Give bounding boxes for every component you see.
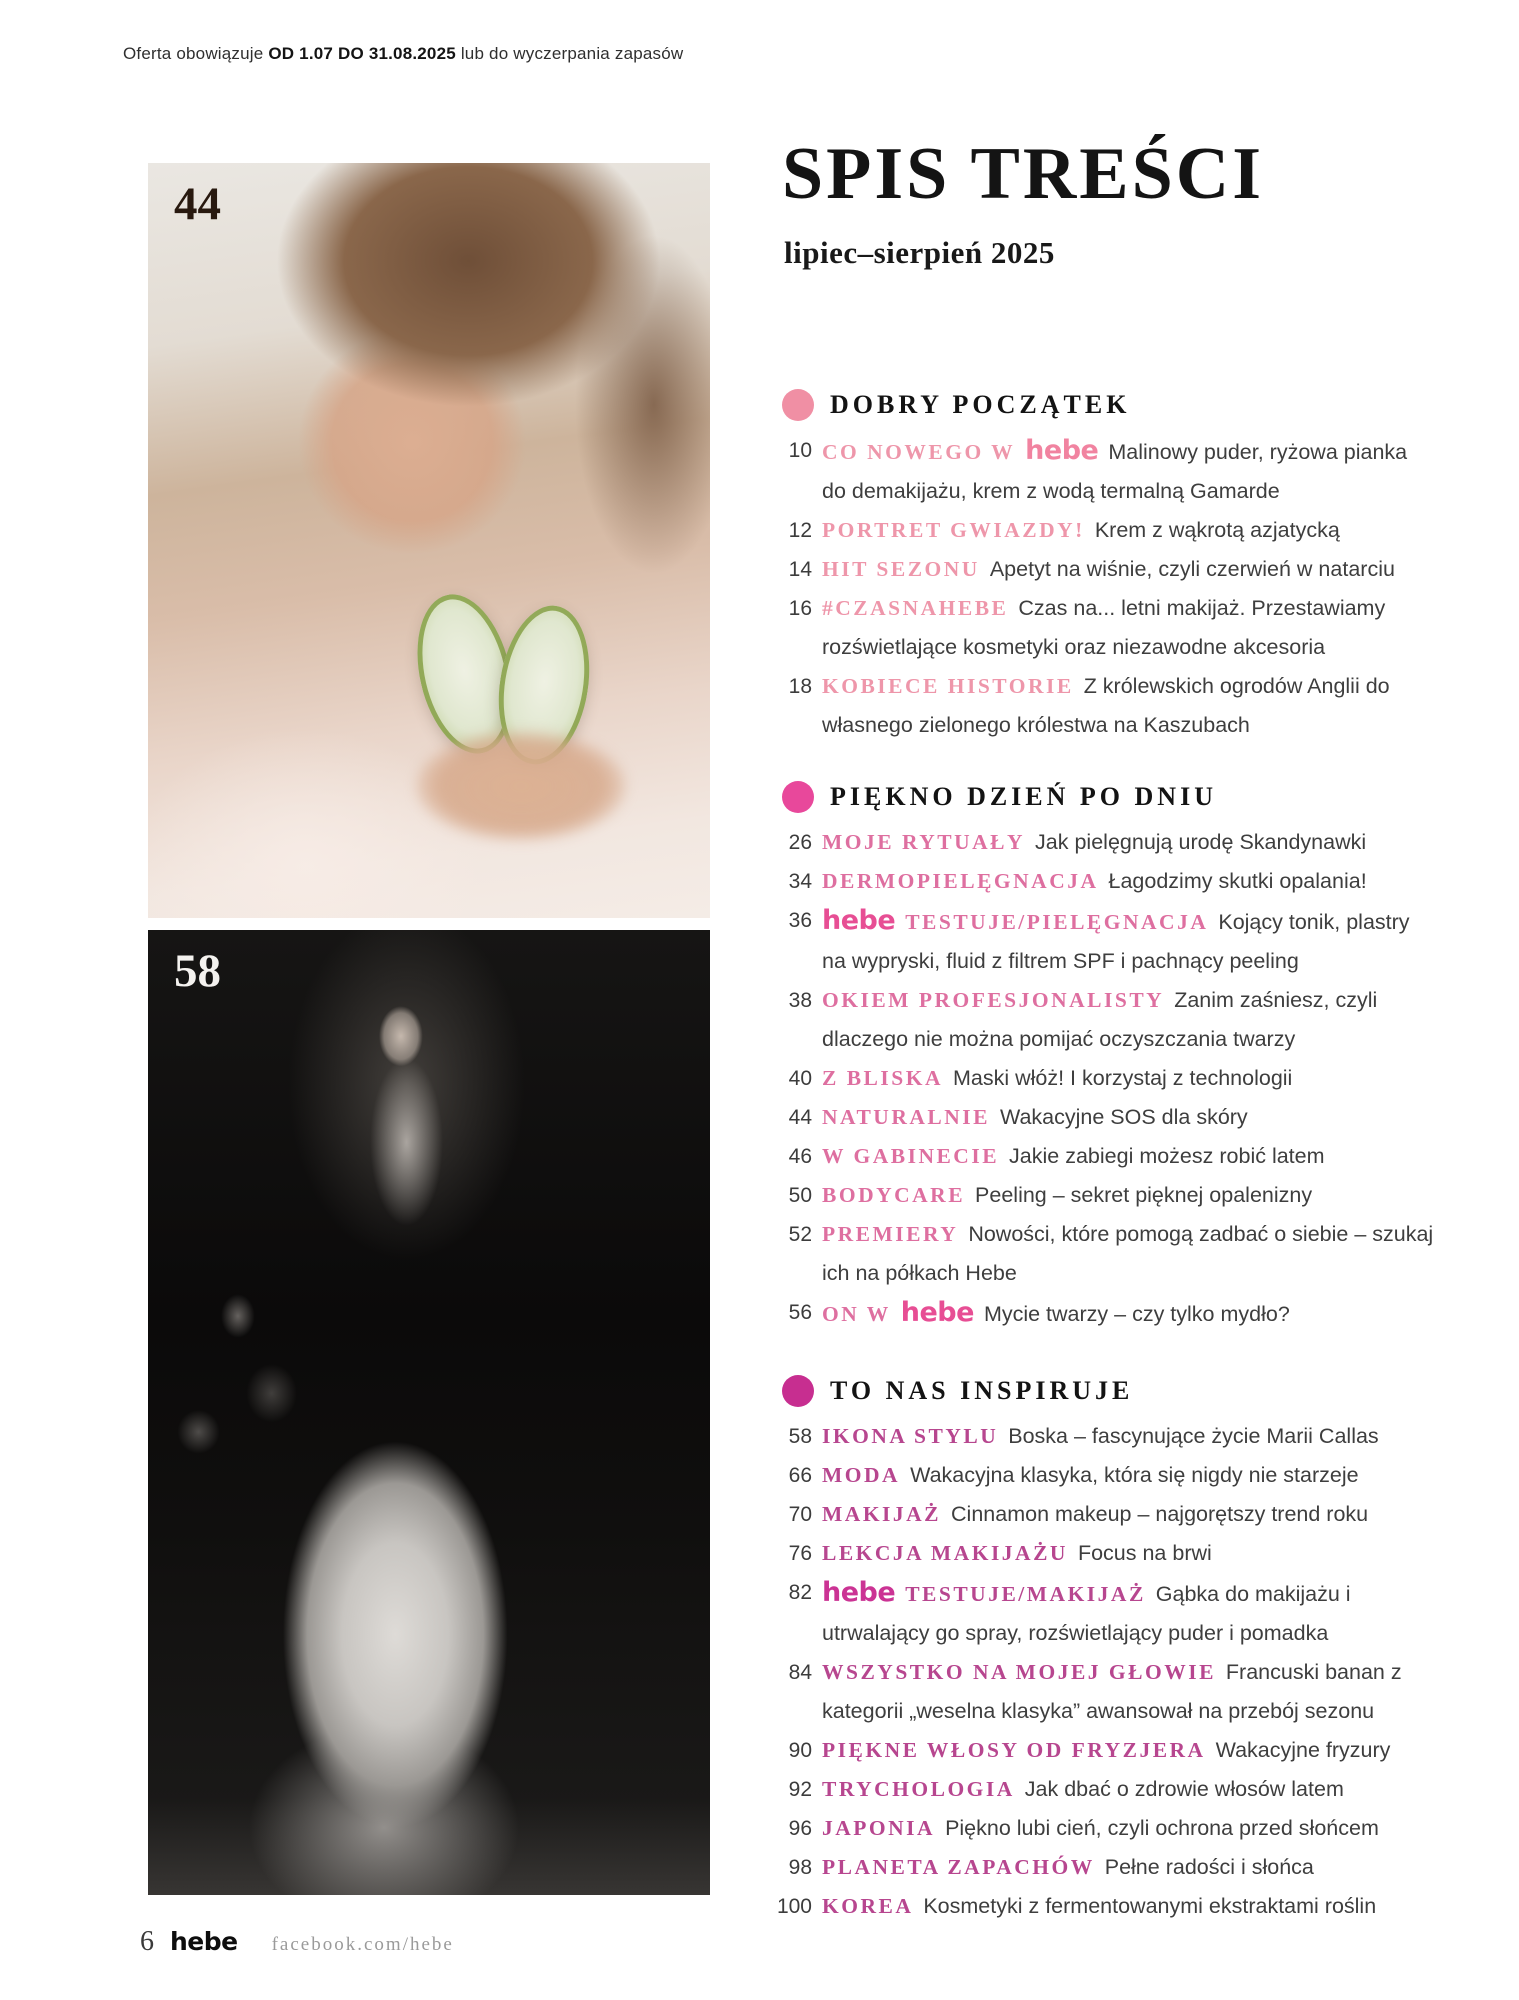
toc-item xyxy=(782,1137,1434,1176)
item-page-number: 46 xyxy=(788,1145,812,1168)
item-page-number: 52 xyxy=(788,1223,812,1246)
item-page-number: 38 xyxy=(788,989,812,1012)
offer-dates: OD 1.07 DO 31.08.2025 xyxy=(268,44,456,63)
toc-item xyxy=(782,431,1434,511)
item-category-label: PORTRET GWIAZDY! xyxy=(822,518,1085,542)
item-description: Kosmetyki z fermentowanymi ekstraktami roślin xyxy=(923,1894,1377,1918)
item-description: Z królewskich ogrodów Anglii do własnego zielonego królestwa na Kaszubach xyxy=(822,674,1390,737)
item-description: Krem z wąkrotą azjatycką xyxy=(1094,518,1340,542)
toc-item xyxy=(782,862,1434,901)
issue-subtitle: lipiec–sierpień 2025 xyxy=(784,235,1055,270)
toc-item xyxy=(776,1887,1434,1926)
toc-section xyxy=(776,1371,1434,1926)
item-category-label: LEKCJA MAKIJAŻU xyxy=(822,1541,1068,1565)
item-description: Apetyt na wiśnie, czyli czerwień w natarciu xyxy=(989,557,1395,581)
item-page-number: 84 xyxy=(788,1661,812,1684)
footer-facebook-url: facebook.com/hebe xyxy=(271,1934,454,1955)
section-header xyxy=(782,385,1434,425)
item-page-number: 66 xyxy=(788,1464,812,1487)
item-category-label: W GABINECIE xyxy=(822,1144,1000,1168)
item-category-label: MAKIJAŻ xyxy=(822,1502,942,1526)
item-category-label: DERMOPIELĘGNACJA xyxy=(822,869,1099,893)
offer-validity-note xyxy=(123,44,683,64)
item-description: Focus na brwi xyxy=(1077,1541,1212,1565)
item-page-number: 14 xyxy=(788,558,812,581)
feature-photo-opera-stage xyxy=(148,930,710,1895)
toc-item-list xyxy=(782,431,1434,745)
item-category-label: JAPONIA xyxy=(822,1816,936,1840)
item-description: Wakacyjne SOS dla skóry xyxy=(999,1105,1248,1129)
item-category-label: MODA xyxy=(822,1463,901,1487)
item-page-number: 100 xyxy=(776,1895,812,1918)
item-category-label: IKONA STYLU xyxy=(822,1424,999,1448)
item-category-label: TRYCHOLOGIA xyxy=(822,1777,1015,1801)
item-page-number: 58 xyxy=(788,1425,812,1448)
item-page-number: 70 xyxy=(788,1503,812,1526)
toc-item xyxy=(782,589,1434,667)
toc-item xyxy=(782,1848,1434,1887)
table-of-contents xyxy=(776,133,1434,1926)
section-bullet-icon xyxy=(782,1375,814,1407)
toc-item xyxy=(782,511,1434,550)
item-category-label: CO NOWEGO W xyxy=(822,440,1016,464)
item-description: Peeling – sekret pięknej opalenizny xyxy=(975,1183,1313,1207)
item-description: Wakacyjna klasyka, która się nigdy nie starzeje xyxy=(910,1463,1359,1487)
item-category-label: #CZASNAHEBE xyxy=(822,596,1009,620)
toc-item-list xyxy=(782,823,1434,1334)
item-page-number: 76 xyxy=(788,1542,812,1565)
toc-item xyxy=(782,1495,1434,1534)
item-page-number: 12 xyxy=(788,519,812,542)
toc-item xyxy=(782,823,1434,862)
item-description: Zanim zaśniesz, czyli dlaczego nie można pomijać oczyszczania twarzy xyxy=(822,988,1378,1051)
feature-photo-aloe-portrait xyxy=(148,163,710,918)
hebe-logo: hebe xyxy=(900,1297,974,1328)
toc-item xyxy=(782,1098,1434,1137)
section-title: TO NAS INSPIRUJE xyxy=(830,1376,1134,1405)
item-page-number: 44 xyxy=(788,1106,812,1129)
item-description: Pełne radości i słońca xyxy=(1104,1855,1314,1879)
item-category-label: BODYCARE xyxy=(822,1183,966,1207)
page-title: SPIS TREŚCI xyxy=(782,133,1265,215)
item-description: Malinowy puder, ryżowa pianka do demakijażu, krem z wodą termalną Gamarde xyxy=(822,440,1408,503)
item-category-label: Z BLISKA xyxy=(822,1066,943,1090)
toc-sections xyxy=(776,385,1434,1926)
section-header xyxy=(782,1371,1434,1411)
toc-item xyxy=(782,1059,1434,1098)
toc-item xyxy=(782,981,1434,1059)
item-description: Jakie zabiegi możesz robić latem xyxy=(1009,1144,1325,1168)
toc-item xyxy=(782,1176,1434,1215)
item-description: Łagodzimy skutki opalania! xyxy=(1108,869,1367,893)
item-description: Czas na... letni makijaż. Przestawiamy rozświetlające kosmetyki oraz niezawodne akcesoria xyxy=(822,596,1386,659)
toc-item xyxy=(782,1456,1434,1495)
toc-item xyxy=(782,1293,1434,1334)
item-page-number: 98 xyxy=(788,1856,812,1879)
hand-shape xyxy=(416,731,626,841)
hebe-logo: hebe xyxy=(1025,435,1099,466)
item-page-number: 40 xyxy=(788,1067,812,1090)
toc-item xyxy=(782,1809,1434,1848)
item-category-label: NATURALNIE xyxy=(822,1105,990,1129)
toc-item xyxy=(782,1417,1434,1456)
item-category-label: TESTUJE/PIELĘGNACJA xyxy=(905,910,1209,934)
offer-prefix: Oferta obowiązuje xyxy=(123,44,269,63)
toc-item-list xyxy=(776,1417,1434,1926)
item-category-label: PREMIERY xyxy=(822,1222,959,1246)
item-description: Jak pielęgnują urodę Skandynawki xyxy=(1035,830,1367,854)
item-page-number: 18 xyxy=(788,675,812,698)
item-description: Mycie twarzy – czy tylko mydło? xyxy=(983,1302,1290,1326)
item-page-number: 16 xyxy=(788,597,812,620)
toc-item xyxy=(782,901,1434,981)
item-page-number: 26 xyxy=(788,831,812,854)
photo-page-label: 44 xyxy=(174,178,221,230)
section-bullet-icon xyxy=(782,389,814,421)
toc-item xyxy=(782,550,1434,589)
item-description: Boska – fascynujące życie Marii Callas xyxy=(1008,1424,1379,1448)
item-category-label: OKIEM PROFESJONALISTY xyxy=(822,988,1165,1012)
item-category-label: KOREA xyxy=(822,1894,914,1918)
photo-page-label: 58 xyxy=(174,945,221,997)
item-description: Francuski banan z kategorii „weselna klasyka” awansował na przebój sezonu xyxy=(822,1660,1402,1723)
item-page-number: 92 xyxy=(788,1778,812,1801)
section-bullet-icon xyxy=(782,781,814,813)
item-page-number: 82 xyxy=(788,1581,812,1604)
item-description: Piękno lubi cień, czyli ochrona przed słońcem xyxy=(945,1816,1379,1840)
item-category-label: PIĘKNE WŁOSY OD FRYZJERA xyxy=(822,1738,1206,1762)
item-description: Wakacyjne fryzury xyxy=(1215,1738,1391,1762)
footer-page-number: 6 xyxy=(140,1926,154,1957)
item-page-number: 96 xyxy=(788,1817,812,1840)
toc-item xyxy=(782,667,1434,745)
item-category-label: WSZYSTKO NA MOJEJ GŁOWIE xyxy=(822,1660,1216,1684)
toc-item xyxy=(782,1653,1434,1731)
item-description: Nowości, które pomogą zadbać o siebie – szukaj ich na półkach Hebe xyxy=(822,1222,1434,1285)
section-title: DOBRY POCZĄTEK xyxy=(830,390,1131,419)
item-page-number: 10 xyxy=(788,439,812,462)
toc-item xyxy=(782,1215,1434,1293)
item-category-label: TESTUJE/MAKIJAŻ xyxy=(905,1582,1146,1606)
hebe-logo: hebe xyxy=(822,1577,896,1608)
item-page-number: 36 xyxy=(788,909,812,932)
item-category-label: PLANETA ZAPACHÓW xyxy=(822,1855,1095,1879)
toc-item xyxy=(782,1731,1434,1770)
toc-item xyxy=(782,1534,1434,1573)
item-description: Jak dbać o zdrowie włosów latem xyxy=(1024,1777,1344,1801)
footer-brand-logo: hebe xyxy=(170,1927,238,1956)
toc-section xyxy=(782,385,1434,745)
offer-suffix: lub do wyczerpania zapasów xyxy=(455,44,684,63)
hebe-logo: hebe xyxy=(822,905,896,936)
item-category-label: ON W xyxy=(822,1302,891,1326)
item-description: Kojący tonik, plastry na wypryski, fluid z filtrem SPF i pachnący peeling xyxy=(822,910,1410,973)
item-description: Gąbka do makijażu i utrwalający go spray, rozświetlający puder i pomadka xyxy=(822,1582,1351,1645)
page-footer xyxy=(140,1926,454,1958)
item-category-label: MOJE RYTUAŁY xyxy=(822,830,1026,854)
item-category-label: HIT SEZONU xyxy=(822,557,980,581)
item-page-number: 34 xyxy=(788,870,812,893)
item-page-number: 90 xyxy=(788,1739,812,1762)
item-page-number: 50 xyxy=(788,1184,812,1207)
item-category-label: KOBIECE HISTORIE xyxy=(822,674,1074,698)
toc-section xyxy=(782,777,1434,1334)
item-page-number: 56 xyxy=(788,1301,812,1324)
item-description: Maski włóż! I korzystaj z technologii xyxy=(952,1066,1293,1090)
toc-item xyxy=(782,1573,1434,1653)
section-title: PIĘKNO DZIEŃ PO DNIU xyxy=(830,782,1217,811)
item-description: Cinnamon makeup – najgorętszy trend roku xyxy=(951,1502,1369,1526)
section-header xyxy=(782,777,1434,817)
toc-item xyxy=(782,1770,1434,1809)
